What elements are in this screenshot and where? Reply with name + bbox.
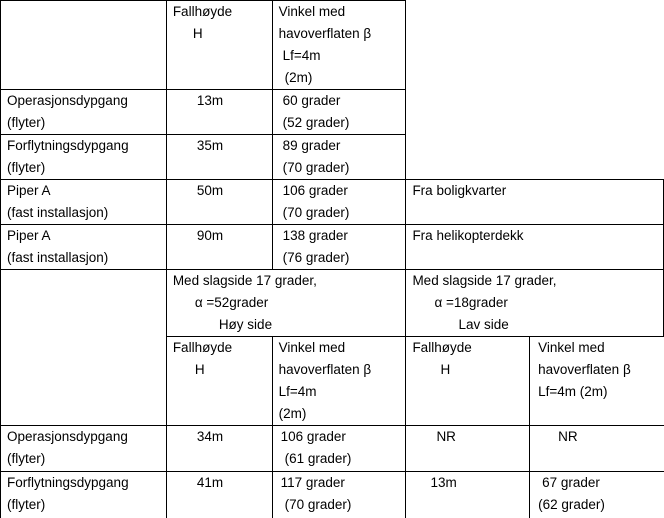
high-fall-height-value: 41m — [166, 472, 272, 518]
angle-line: 106 grader — [280, 429, 346, 444]
side-header-line: Høy side — [218, 317, 273, 332]
table-row — [1, 135, 664, 180]
low-angle-value — [530, 472, 664, 518]
header-line: havoverflaten β — [538, 362, 631, 377]
angle-line: (70 grader) — [282, 205, 350, 220]
high-angle-value — [272, 426, 406, 472]
low-fall-height-value: 13m — [406, 472, 530, 518]
header-line: H — [440, 362, 451, 377]
header-line: Vinkel med — [278, 4, 346, 19]
row-label — [1, 472, 167, 518]
angle-line: (76 grader) — [282, 250, 350, 265]
high-side-header — [166, 270, 406, 337]
fall-height-value: 90m — [166, 225, 272, 270]
upper-header-fallheight — [166, 1, 272, 90]
row-label-line: Forflytningsdypgang — [7, 475, 129, 490]
row-label — [1, 426, 167, 472]
table-row — [1, 472, 664, 518]
angle-line: NR — [558, 429, 578, 444]
header-line: Lf=4m — [278, 384, 317, 399]
angle-value — [272, 225, 406, 270]
angle-line: (70 grader) — [282, 160, 350, 175]
angle-line: 117 grader — [280, 475, 345, 490]
row-label-line: (flyter) — [7, 160, 46, 175]
low-side-header — [406, 270, 664, 337]
side-header-line: α =52grader — [194, 295, 269, 310]
angle-line: 60 grader — [282, 93, 341, 108]
header-line: Fallhøyde — [172, 340, 233, 355]
angle-value — [272, 180, 406, 225]
header-line: Lf=4m — [282, 48, 321, 63]
blank-cell — [406, 135, 664, 180]
table-row — [1, 426, 664, 472]
header-line: Vinkel med — [538, 340, 605, 355]
row-label — [1, 180, 167, 225]
angle-line: (52 grader) — [282, 115, 350, 130]
high-angle-value — [272, 472, 406, 518]
upper-header-empty-cell — [1, 1, 167, 90]
side-header-line: Lav side — [458, 317, 509, 332]
row-label-line: (flyter) — [7, 451, 46, 466]
row-label-line: (fast installasjon) — [7, 205, 109, 220]
header-line: H — [194, 362, 205, 377]
header-line: (2m) — [278, 406, 307, 421]
table-row — [1, 180, 664, 225]
side-header-line: α =18grader — [434, 295, 508, 310]
angle-line: (62 grader) — [538, 497, 605, 512]
angle-line: (70 grader) — [284, 497, 352, 512]
row-label-line: Operasjonsdypgang — [7, 93, 128, 108]
angle-value — [272, 90, 406, 135]
angle-line: 106 grader — [282, 183, 348, 198]
row-label — [1, 225, 167, 270]
angle-line: 67 grader — [542, 475, 600, 490]
row-label-line: Forflytningsdypgang — [7, 138, 129, 153]
angle-value — [272, 135, 406, 180]
table-row — [1, 225, 664, 270]
row-label-line: Piper A — [7, 183, 51, 198]
row-label-line: (flyter) — [7, 497, 46, 512]
lower-header-empty-cell — [1, 270, 167, 426]
side-header-line: Med slagside 17 grader, — [412, 273, 557, 288]
low-fall-height-value: NR — [406, 426, 530, 472]
row-label — [1, 90, 167, 135]
fall-height-value: 13m — [166, 90, 272, 135]
row-note: Fra helikopterdekk — [406, 225, 664, 270]
low-angle-header — [530, 337, 664, 426]
header-line: havoverflaten β — [278, 362, 372, 377]
header-line: (2m) — [284, 70, 313, 85]
high-fall-height-value: 34m — [166, 426, 272, 472]
angle-line: (61 grader) — [284, 451, 352, 466]
row-label-line: (fast installasjon) — [7, 250, 109, 265]
row-label-line: (flyter) — [7, 115, 46, 130]
fall-height-value: 50m — [166, 180, 272, 225]
upper-header-row — [1, 1, 664, 90]
row-note: Fra boligkvarter — [406, 180, 664, 225]
table-row — [1, 90, 664, 135]
side-header-line: Med slagside 17 grader, — [172, 273, 317, 288]
angle-line: 138 grader — [282, 228, 348, 243]
blank-cell — [406, 90, 664, 135]
header-line: Vinkel med — [278, 340, 346, 355]
upper-header-angle — [272, 1, 406, 90]
side-header-row — [1, 270, 664, 337]
header-line: Fallhøyde — [172, 4, 233, 19]
high-angle-header — [272, 337, 406, 426]
low-fallheight-header — [406, 337, 530, 426]
row-label — [1, 135, 167, 180]
header-line: H — [192, 26, 203, 41]
header-line: havoverflaten β — [278, 26, 372, 41]
blank-cell — [406, 1, 664, 90]
high-fallheight-header — [166, 337, 272, 426]
row-label-line: Operasjonsdypgang — [7, 429, 128, 444]
header-line: Fallhøyde — [412, 340, 472, 355]
low-angle-value — [530, 426, 664, 472]
angle-line: 89 grader — [282, 138, 341, 153]
header-line: Lf=4m (2m) — [538, 384, 608, 399]
fall-height-value: 35m — [166, 135, 272, 180]
row-label-line: Piper A — [7, 228, 51, 243]
